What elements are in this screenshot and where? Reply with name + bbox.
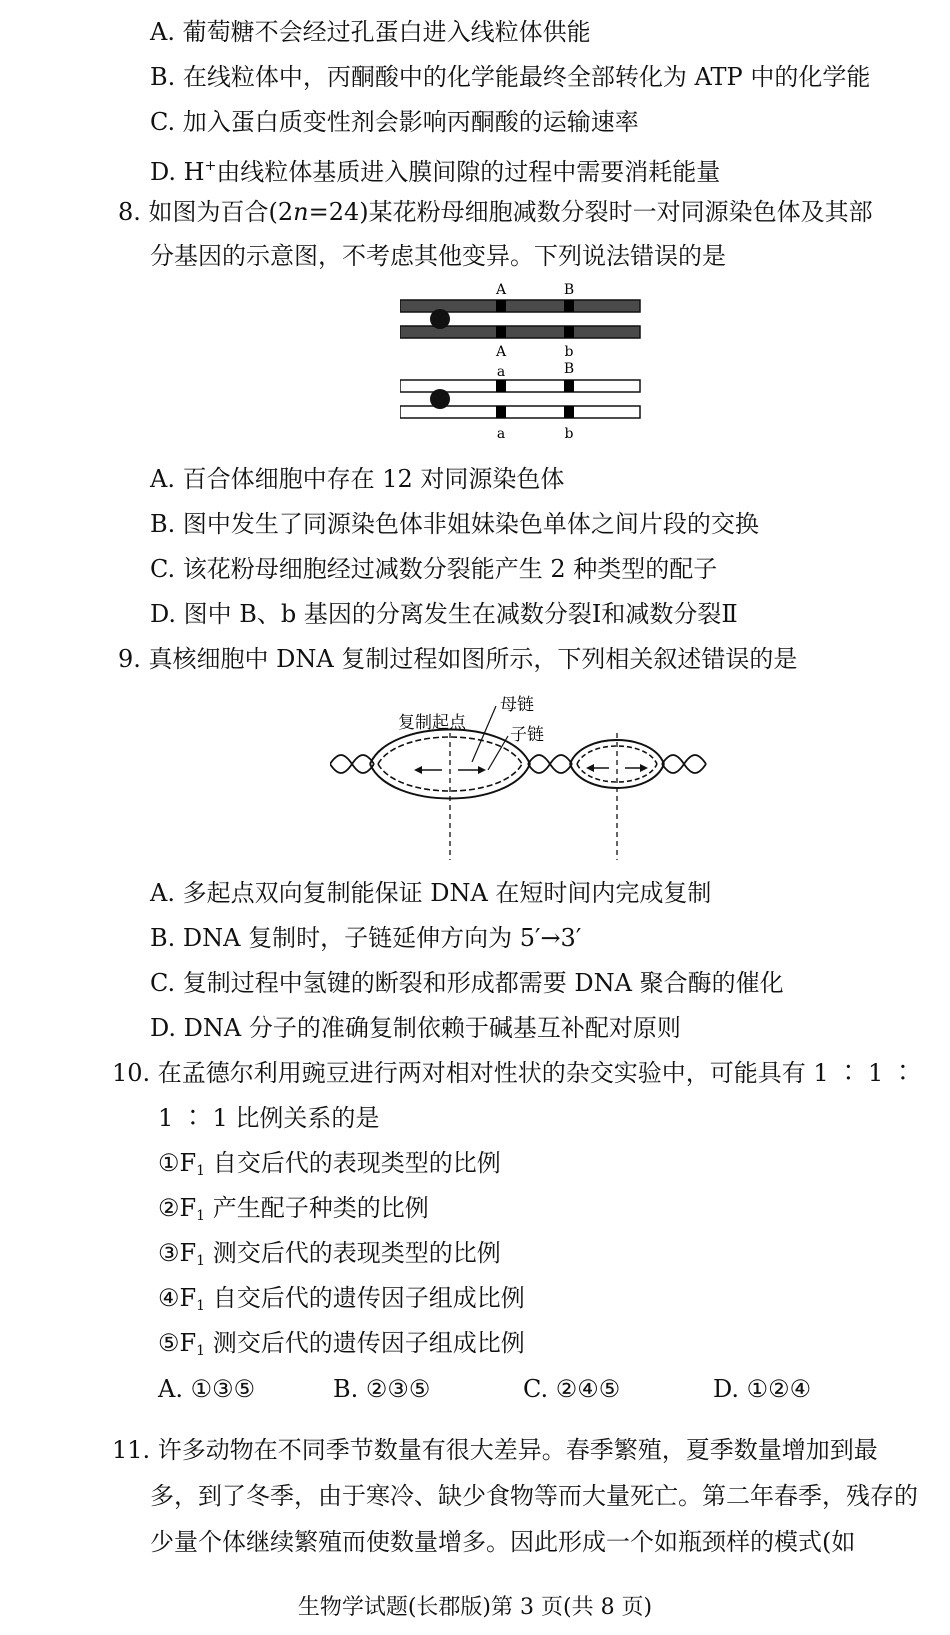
page-footer: 生物学试题(长郡版)第 3 页(共 8 页) xyxy=(297,1595,653,1620)
gene-locus xyxy=(564,326,574,338)
q8-option-a: A. 百合体细胞中存在 12 对同源染色体 xyxy=(150,465,565,493)
gene-locus xyxy=(496,326,506,338)
q10-item-1-post: 自交后代的表现类型的比例 xyxy=(205,1149,501,1177)
q10-choice-a: A. ①③⑤ xyxy=(158,1375,256,1403)
gene-label-top-1: A xyxy=(495,282,507,298)
gene-locus xyxy=(564,300,574,312)
q10-item-3-pre: ③F xyxy=(158,1239,197,1267)
q8-option-b: B. 图中发生了同源染色体非姐妹染色单体之间片段的交换 xyxy=(150,510,759,538)
q10-stem-line2: 1 ∶ 1 比例关系的是 xyxy=(158,1104,380,1132)
q8-option-c: C. 该花粉母细胞经过减数分裂能产生 2 种类型的配子 xyxy=(150,555,718,583)
q8-stem-n: n xyxy=(293,198,309,226)
q10-item-3-post: 测交后代的表现类型的比例 xyxy=(205,1239,501,1267)
gene-label-mid2-1: a xyxy=(496,364,506,380)
gene-locus xyxy=(496,300,506,312)
chromosome-figure xyxy=(400,280,650,450)
q10-item-5 xyxy=(158,1327,525,1367)
q10-item-4-sub: 1 xyxy=(196,1298,206,1314)
q10-item-2 xyxy=(158,1192,429,1232)
q9-option-c: C. 复制过程中氢键的断裂和形成都需要 DNA 聚合酶的催化 xyxy=(150,969,784,997)
q9-option-d: D. DNA 分子的准确复制依赖于碱基互补配对原则 xyxy=(150,1014,681,1042)
replication-origin-label: 复制起点 xyxy=(398,713,466,733)
q10-item-2-post: 产生配子种类的比例 xyxy=(205,1194,429,1222)
gene-label-top-2: B xyxy=(563,282,575,298)
gene-locus xyxy=(496,406,506,418)
left-arrowhead-icon xyxy=(414,766,422,774)
bubble1-lower-daughter xyxy=(378,764,522,791)
q7-option-d-text-rest: 由线粒体基质进入膜间隙的过程中需要消耗能量 xyxy=(216,158,721,186)
q8-stem-line2: 分基因的示意图，不考虑其他变异。下列说法错误的是 xyxy=(150,242,726,270)
q10-choice-d: D. ①②④ xyxy=(713,1375,812,1403)
q7-option-d-text: D. H xyxy=(150,158,205,186)
gene-label-mid-1: A xyxy=(495,344,507,360)
q10-item-5-sub: 1 xyxy=(196,1343,206,1359)
daughter-strand-label: 子链 xyxy=(510,725,544,745)
bubble1-upper-daughter xyxy=(378,737,522,764)
q10-stem-line1: 10. 在孟德尔利用豌豆进行两对相对性状的杂交实验中，可能具有 1 ∶ 1 ∶ xyxy=(112,1059,915,1087)
gene-locus xyxy=(496,380,506,392)
q10-item-1-pre: ①F xyxy=(158,1149,197,1177)
q9-stem: 9. 真核细胞中 DNA 复制过程如图所示，下列相关叙述错误的是 xyxy=(118,645,798,673)
q10-item-2-sub: 1 xyxy=(196,1208,206,1224)
h-plus-superscript: + xyxy=(204,158,217,174)
q10-item-3-sub: 1 xyxy=(196,1253,206,1269)
gene-locus xyxy=(564,406,574,418)
parent-strand-label: 母链 xyxy=(500,695,534,715)
q10-item-4-post: 自交后代的遗传因子组成比例 xyxy=(205,1284,525,1312)
q10-item-2-pre: ②F xyxy=(158,1194,197,1222)
dna-replication-figure xyxy=(330,688,710,863)
q10-item-5-post: 测交后代的遗传因子组成比例 xyxy=(205,1329,525,1357)
q10-item-5-pre: ⑤F xyxy=(158,1329,197,1357)
q11-line1: 11. 许多动物在不同季节数量有很大差异。春季繁殖，夏季数量增加到最 xyxy=(112,1436,878,1464)
q10-item-1-sub: 1 xyxy=(196,1163,206,1179)
centromere-light xyxy=(430,389,450,409)
q9-option-b: B. DNA 复制时，子链延伸方向为 5′→3′ xyxy=(150,924,582,952)
gene-label-mid2-2: B xyxy=(563,361,575,377)
q8-stem-line1 xyxy=(118,196,873,228)
q9-option-a: A. 多起点双向复制能保证 DNA 在短时间内完成复制 xyxy=(150,879,712,907)
q10-item-4-pre: ④F xyxy=(158,1284,197,1312)
bubble2-lower-parent xyxy=(570,764,664,788)
q7-option-b: B. 在线粒体中，丙酮酸中的化学能最终全部转化为 ATP 中的化学能 xyxy=(150,63,871,91)
q7-option-c: C. 加入蛋白质变性剂会影响丙酮酸的运输速率 xyxy=(150,108,639,136)
q8-stem-part2: =24)某花粉母细胞减数分裂时一对同源染色体及其部 xyxy=(308,198,873,226)
gene-label-mid-2: b xyxy=(564,344,574,360)
q7-option-a: A. 葡萄糖不会经过孔蛋白进入线粒体供能 xyxy=(150,18,591,46)
q10-item-3 xyxy=(158,1237,501,1277)
gene-label-bottom-2: b xyxy=(564,426,574,442)
q7-option-d xyxy=(150,150,720,188)
q10-choice-c: C. ②④⑤ xyxy=(523,1375,621,1403)
q10-item-4 xyxy=(158,1282,525,1322)
q10-item-1 xyxy=(158,1147,501,1187)
q11-line3: 少量个体继续繁殖而使数量增多。因此形成一个如瓶颈样的模式(如 xyxy=(150,1528,856,1556)
right-arrowhead-icon-2 xyxy=(640,764,648,772)
gene-locus xyxy=(564,380,574,392)
left-arrowhead-icon-2 xyxy=(586,764,594,772)
q8-option-d: D. 图中 B、b 基因的分离发生在减数分裂Ⅰ和减数分裂Ⅱ xyxy=(150,600,738,628)
q8-stem-part1: 8. 如图为百合(2 xyxy=(118,198,294,226)
q11-line2: 多，到了冬季，由于寒冷、缺少食物等而大量死亡。第二年春季，残存的 xyxy=(150,1482,918,1510)
gene-label-bottom-1: a xyxy=(496,426,506,442)
right-arrowhead-icon xyxy=(478,766,486,774)
q10-choice-b: B. ②③⑤ xyxy=(333,1375,431,1403)
centromere-dark xyxy=(430,309,450,329)
